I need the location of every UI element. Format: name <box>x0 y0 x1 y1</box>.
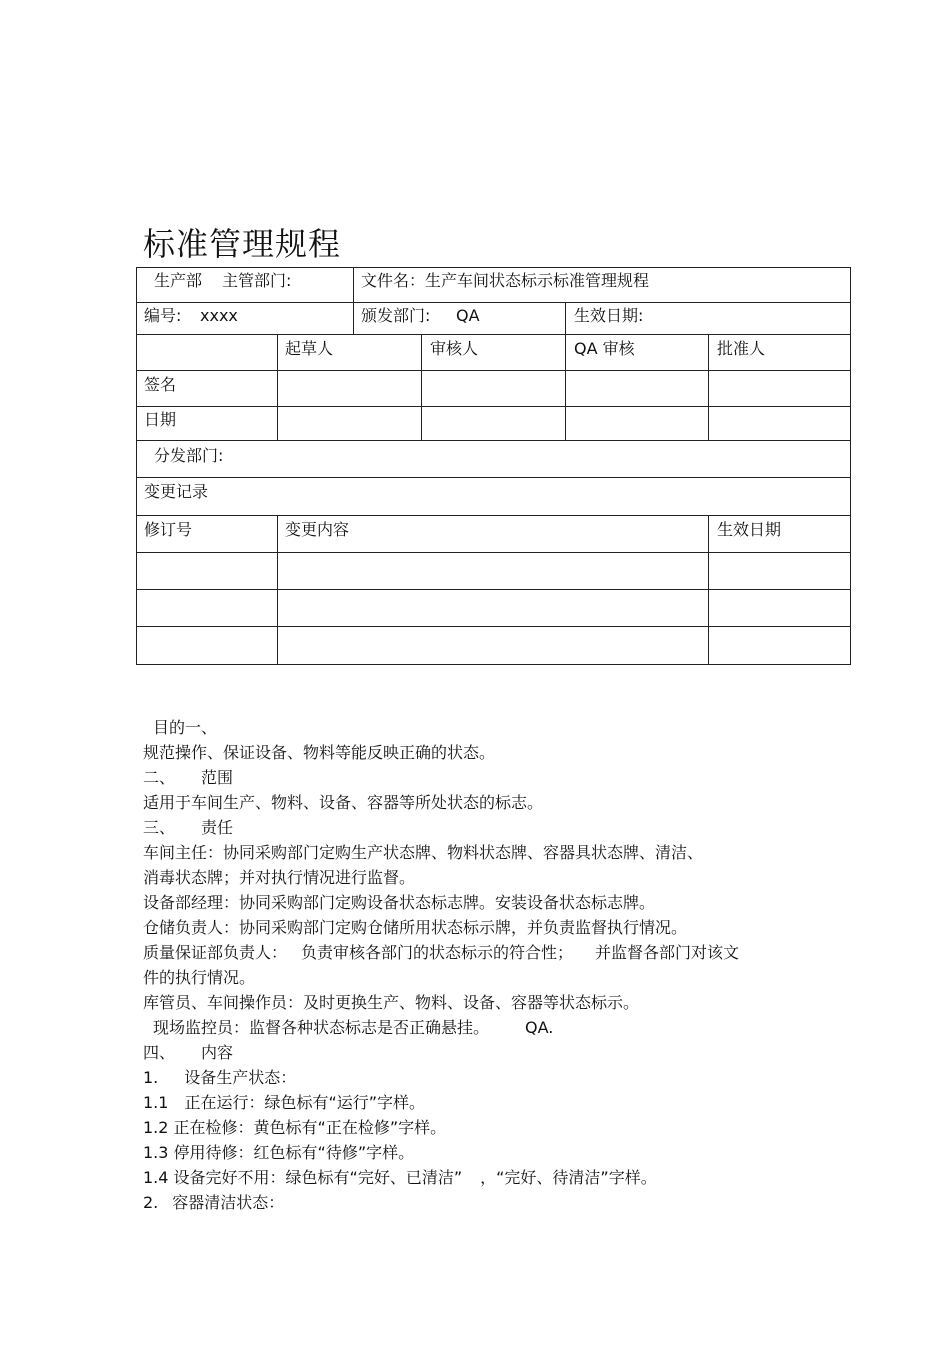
table-rule <box>136 334 851 335</box>
col-change-effective-date: 生效日期 <box>717 520 782 539</box>
change-record-label: 变更记录 <box>144 482 209 501</box>
purpose-text: 规范操作、保证设备、物料等能反映正确的状态。 <box>143 743 496 762</box>
code-value: xxxx <box>200 306 238 325</box>
table-rule <box>421 334 422 441</box>
scope-heading: 二、 范围 <box>143 768 234 787</box>
table-rule <box>353 267 354 335</box>
purpose-heading: 目的一、 <box>153 718 218 737</box>
item-1-4: 1.4 设备完好不用：绿色标有“完好、已清洁” ，“完好、待清洁”字样。 <box>143 1168 657 1187</box>
table-rule <box>136 515 851 516</box>
table-rule <box>708 515 709 665</box>
issue-dept-value: QA <box>456 306 480 325</box>
table-rule <box>136 552 851 553</box>
content-heading: 四、 内容 <box>143 1043 234 1062</box>
responsibility-operators: 库管员、车间操作员：及时更换生产、物料、设备、容器等状态标示。 <box>143 993 640 1012</box>
dept-value: 生产部 <box>154 271 203 290</box>
col-approver: 批准人 <box>717 339 766 358</box>
responsibility-heading: 三、 责任 <box>143 818 234 837</box>
table-rule <box>136 370 851 371</box>
responsibility-qa-lead-cont: 件的执行情况。 <box>143 968 256 987</box>
item-2: 2. 容器清洁状态： <box>143 1193 285 1212</box>
table-rule <box>708 334 709 441</box>
distribution-label: 分发部门: <box>154 446 224 465</box>
table-rule <box>136 477 851 478</box>
table-rule <box>136 626 851 627</box>
item-1: 1. 设备生产状态： <box>143 1068 297 1087</box>
responsibility-workshop-director-cont: 消毒状态牌；并对执行情况进行监督。 <box>143 868 416 887</box>
file-name: 文件名：生产车间状态标示标准管理规程 <box>361 271 650 290</box>
table-rule <box>277 515 278 665</box>
table-rule <box>277 334 278 441</box>
dept-label: 主管部门: <box>222 271 292 290</box>
item-1-3: 1.3 停用待修：红色标有“待修”字样。 <box>143 1143 415 1162</box>
table-rule <box>136 302 851 303</box>
responsibility-equipment-manager: 设备部经理：协同采购部门定购设备状态标志牌。安装设备状态标志牌。 <box>143 893 656 912</box>
table-rule <box>136 406 851 407</box>
table-rule <box>136 440 851 441</box>
table-rule <box>565 334 566 441</box>
effective-date-label: 生效日期: <box>574 306 644 325</box>
row-signature: 签名 <box>144 375 177 394</box>
table-rule <box>565 302 566 335</box>
col-drafter: 起草人 <box>285 339 334 358</box>
document-body <box>143 715 823 1215</box>
scope-text: 适用于车间生产、物料、设备、容器等所处状态的标志。 <box>143 793 544 812</box>
col-change-content: 变更内容 <box>285 520 350 539</box>
col-revision-no: 修订号 <box>144 520 193 539</box>
header-table <box>136 267 851 665</box>
responsibility-workshop-director: 车间主任：协同采购部门定购生产状态牌、物料状态牌、容器具状态牌、清洁、 <box>143 843 704 862</box>
responsibility-monitor: 现场监控员：监督各种状态标志是否正确悬挂。 QA. <box>153 1018 554 1037</box>
issue-dept-label: 颁发部门: <box>361 306 431 325</box>
item-1-2: 1.2 正在检修：黄色标有“正在检修”字样。 <box>143 1118 447 1137</box>
col-reviewer: 审核人 <box>430 339 479 358</box>
item-1-1: 1.1 正在运行：绿色标有“运行”字样。 <box>143 1093 426 1112</box>
table-rule <box>136 589 851 590</box>
row-date: 日期 <box>144 410 177 429</box>
responsibility-storage-lead: 仓储负责人：协同采购部门定购仓储所用状态标示牌，并负责监督执行情况。 <box>143 918 688 937</box>
col-qa-review: QA 审核 <box>574 339 635 358</box>
responsibility-qa-lead: 质量保证部负责人： 负责审核各部门的状态标示的符合性； 并监督各部门对该文 <box>143 943 740 962</box>
code-label: 编号: <box>144 306 182 325</box>
document-title: 标准管理规程 <box>143 225 342 263</box>
